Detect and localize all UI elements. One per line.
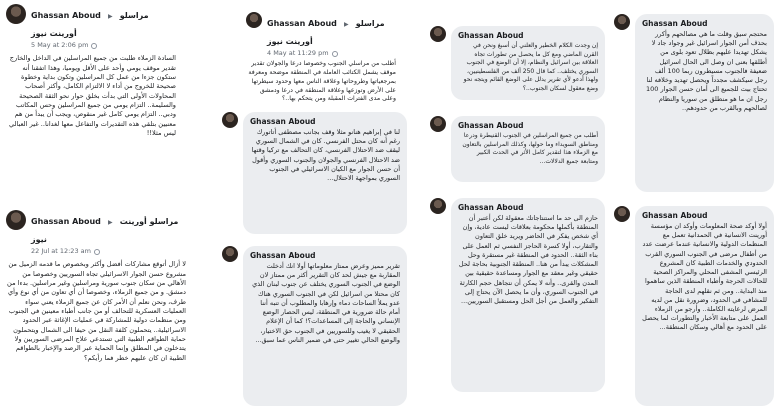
comment-text: تقرير مميز وعرض ممتاز معلوماتها أولا انك أدخلت المقاربة مع جيش لحد كان التقرير أكثر من ممتاز لان الوضع في الجنوب السوري يختلف عن جنوب لبنان الذي كان محتلا من اسرائيل لكن في الجنوب السوري هناك عدو يملأ الساحات دماء وإرهابا والمطلوب أن تنبه أننا أمام حالة ضرورية في المنطقة، ليس الحصار الوضع الإنساني والحاجة إلى المساعدات؟! كما أن الإعلام الحقيقي لا يغيب وللسوريين في الجنوب حق الاختيار، والوضع الحالي تغيير حتى في ضمير الناس عما سبق... <box>252 262 400 344</box>
comment-5 <box>430 116 606 182</box>
page-name[interactable]: مراسلو أورينت نيوز <box>31 11 149 39</box>
comment-text: أطلب من جميع المراسلين في الجنوب القنيطرة ودرعا ومناطق السويداء وما حولها، وكذلك المراسلين بالتعاون مع الزملاء هذا لتقدير كامل الأثر في الحدث الكبير ومتابعة جميع الدلالات... <box>462 132 598 165</box>
post-date[interactable]: 4 May at 11:29 pm <box>267 48 329 57</box>
comment-3 <box>222 246 408 406</box>
avatar[interactable] <box>6 210 26 230</box>
avatar[interactable] <box>430 26 446 42</box>
post-text: لا أزال أتوقع مشاركات أفضل وأكثر وبخصوص ما قدمه الزميل من مشروع حسن الجوار الاسرائيلي تجاه السوريين وخصوصا من الأهالي من سكان جنوب سورية ومراسلين وغير مراسلين. بدءا من دمشق. و من جميع الزملاء، وخصوصا أن أي تعاون من أي نوع وأي طرف، ونحن نعلم أن الأمر كان عن جميع الزملاء يعني سواء العمليات العسكرية للتحالف أو من جانب أطباء معينين في الجنوب ومن منظمات دولية للمشاركة في عمليات الإغاثة عبر الحدود الاسرائيلية.. يتحملون كلفة النقل من حيفا الى الشمال ويتحملون حماية الطواقم الطبية التي تستدعي علاج المرضى السوريين ولا يتدخلون في المطلق وإنما الحماية عبر الرصد والإخبار بالطواقم الطبية ان كان عليهم خطر فما رأيكم؟ <box>7 260 186 362</box>
post-1 <box>6 4 176 200</box>
comment-2 <box>222 112 408 234</box>
avatar[interactable] <box>222 246 238 262</box>
avatar[interactable] <box>246 12 262 28</box>
comment-author[interactable]: Ghassan Aboud <box>458 121 524 130</box>
comment-text: أولا أوكد صحة المعلومات وأوكد ان مؤسسة أورينت الانسانية في الحمدانية تعمل مع المنظمات الدولية والانسانية عندما عرضت عدد من أطفال مرضى في الجنوب السوري القرب الحدودي والخدمات الطبية كان المشروع الرئيسي المشفى المحلي والمراكز الصحية للحالات الحرجة وأطباء المنطقة الذين ساهموا منذ البداية.. ومن ثم نقلهم لدى الحاجة للمشافي في الحدود، وضرورة نقل من لديه المرض لرعايته الكاملة.. وأرجو من الزملاء العمل على متابعة الأخبار والتطورات لما يحصل على الحدود مع أهالي وسكان المنطقة... <box>642 222 767 332</box>
post-date[interactable]: 5 May at 2:06 pm <box>31 40 89 49</box>
globe-icon <box>332 51 338 57</box>
avatar[interactable] <box>614 206 630 222</box>
comment-author[interactable]: Ghassan Aboud <box>458 203 524 212</box>
page-name[interactable]: مراسلو أورينت نيوز <box>267 19 385 47</box>
post-text: السادة الزملاء طلبت من جميع المراسلين في الداخل والخارج تقدير موقف يومي وأحد على الأقل ويوميا، وهذا اتفقنا أنه ستكون جزءا من عمل كل المراسلين وتكون بداية وخطوة صحيحة للخروج من أداء لا الالتزام الكامل، وأكثر أصحاب المحاولات الأولى التي بدأت بخلق حوار نحو الثقة الصحيحة والسليمة.. التزام يومي من جميع المراسلين وحس المكاتب ودبي.. التزام يومي كامل غير منقوص، ويجب أن يبدأ من هم معنيين بتلقي هذه التقديرات والتفاعل معها لغدانا.. غير العبالي ليس مثلا!! <box>8 54 176 138</box>
comment-text: محتجم سيق وقلت ما هي مصالحهم وأكرر بحذف أمن الجوار اسرائيل غير وجواد جاد لا يشكل تهديدا عليهم بظلال تعود بلوى من أطلقها بعنى ان وصل الى الحال اسرائيل ضعيفة فالجنوب مسيطرون ربما 100 ألف رجل سيكشف مجدداً ويحصل تهديد وخلافه لنا تحتاج بيت للجميع الى أمان حسن الجوار 100 رجل ان ما هو منطلق من سوريا والنظام لصالحهم وبالقرب من حدودهم.. <box>646 30 767 112</box>
comment-author[interactable]: Ghassan Aboud <box>642 19 708 28</box>
comment-4 <box>430 26 606 100</box>
comment-7 <box>614 14 774 192</box>
page-name[interactable]: مراسلو أورينت نيوز <box>31 217 179 245</box>
post-text: أطلب من مراسلي الجنوب وخصوصا درعا والجولان تقدير موقف يشمل الكتائب العاملة في المنطقة موضحة ومعرفة بمرجعياتها وطروحاتها وعلاقة الناس معها وحدود سيطرتها على الأرض وتوزعها وعلاقة المنطقة في درعا ودمشق وعلى مدى الفترات المقبلة ومن يتحكم بها..؟ <box>248 60 396 103</box>
post-header <box>6 210 186 255</box>
avatar[interactable] <box>430 198 446 214</box>
globe-icon <box>94 249 100 255</box>
author-name[interactable]: Ghassan Aboud <box>31 217 101 226</box>
comment-8 <box>614 206 774 406</box>
avatar[interactable] <box>222 112 238 128</box>
avatar[interactable] <box>430 116 446 132</box>
arrow-right-icon: ▶ <box>108 219 113 226</box>
globe-icon <box>91 43 97 49</box>
comment-author[interactable]: Ghassan Aboud <box>642 211 708 220</box>
post-2 <box>6 210 186 408</box>
comment-header <box>246 12 396 57</box>
post-header <box>6 4 176 49</box>
comment-post-1 <box>246 12 396 103</box>
avatar[interactable] <box>614 14 630 30</box>
comment-text: إن وجدت الكلام الخطير والعلني أن أسبغ ونحن في القرن الماضي ومع كل ما يحصل من تطورات تجاه العلاقة بين اسرائيل والنظام، إلا أن الوضع في الجنوب السوري يختلف.. كما قال 250 ألف من الفلسطينيين، ولهذا أدعو لأي تقرير يدلل على الوضع القائم ويتجه نحو وضع معقول لسكان الجنوب..؟ <box>463 42 598 92</box>
comment-text: حازم الى حد ما استنتاجاتك معقولة لكن أعتبر أن المنطقة بأكملها محكومة بعلاقات ليست عادية، وإن أي شخص يفكر في الحاضر ويريد خلق التعاون والتقارب، أولا كسرة الحاجز النفسي ثم العمل على بناء الثقة.. الحدود في المنطقة غير مستقرة وحل المشكلات يبدأ من هنا.. المنطقة الجنوبية بحاجة لحل حقيقي وغير معقد مع الجوار ومساعدة حقيقية بين المدن والقرى.. وأنه لا يمكن أن نتجاهل حجم الكارثة في الجنوب السوري، وأن ما يحصل الآن يحتاج إلى التفكير والعمل من أجل الحل ومستقبل السوريين... <box>458 214 598 305</box>
avatar[interactable] <box>6 4 26 24</box>
comment-author[interactable]: Ghassan Aboud <box>458 31 524 40</box>
comment-text: لنا في إبراهيم هنانو مثلا وقف بجانب مصطفى أتاتورك رغم أنه كان محتل الفرنسي. كان في الشمال السوري ليقف ضد الاحتلال الفرنسي، كان التحالف مع تركيا وقتها ضد الاحتلال الفرنسي والجولان والجنوب السوري وأقول أن حسن الجوار مع الكيان الاسرائيلي في الجنوب السوري بمواجهة الاحتلال... <box>251 128 400 183</box>
comment-author[interactable]: Ghassan Aboud <box>250 117 316 126</box>
arrow-right-icon: ▶ <box>344 21 349 28</box>
arrow-right-icon: ▶ <box>108 13 113 20</box>
author-name[interactable]: Ghassan Aboud <box>267 19 337 28</box>
comment-6 <box>430 198 606 392</box>
post-date[interactable]: 22 Jul at 12:23 am <box>31 246 91 255</box>
comment-author[interactable]: Ghassan Aboud <box>250 251 316 260</box>
author-name[interactable]: Ghassan Aboud <box>31 11 101 20</box>
